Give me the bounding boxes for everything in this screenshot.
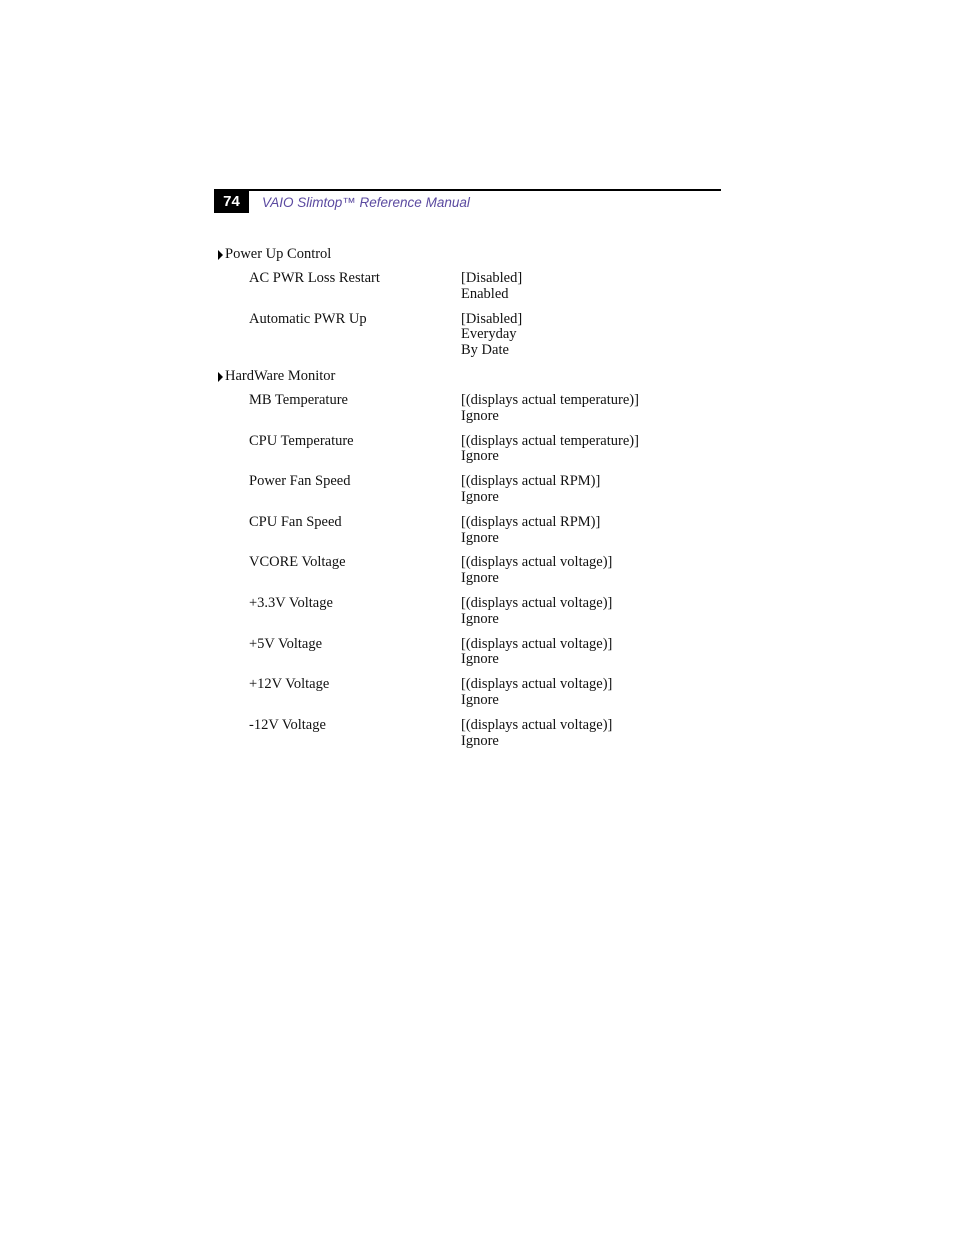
setting-label: CPU Temperature: [249, 432, 354, 449]
setting-label: +3.3V Voltage: [249, 594, 333, 611]
setting-option: [(displays actual temperature)]: [461, 432, 639, 449]
setting-row: [217, 393, 697, 425]
setting-row: [217, 677, 697, 709]
setting-row: [217, 474, 697, 506]
setting-option: Ignore: [461, 732, 499, 749]
setting-options: [461, 515, 600, 547]
setting-option: [(displays actual temperature)]: [461, 391, 639, 408]
setting-option: [(displays actual RPM)]: [461, 473, 601, 490]
setting-options: [461, 271, 522, 303]
setting-label: Power Fan Speed: [249, 473, 351, 490]
bios-settings-list: [217, 246, 697, 758]
setting-options: [461, 474, 600, 506]
setting-option: Ignore: [461, 529, 499, 546]
page-number: 74: [214, 191, 249, 213]
setting-option: [(displays actual voltage)]: [461, 594, 613, 611]
setting-options: [461, 555, 612, 587]
setting-options: [461, 596, 612, 628]
setting-options: [461, 718, 612, 750]
setting-option: [Disabled]: [461, 310, 523, 327]
section-title: Power Up Control: [225, 246, 332, 263]
setting-option: Ignore: [461, 570, 499, 587]
setting-option: Ignore: [461, 448, 499, 465]
setting-label: VCORE Voltage: [249, 554, 346, 571]
setting-label: +12V Voltage: [249, 676, 330, 693]
setting-row: [217, 555, 697, 587]
setting-option: By Date: [461, 342, 509, 359]
section-title: HardWare Monitor: [225, 368, 336, 385]
setting-label: Automatic PWR Up: [249, 310, 367, 327]
setting-option: Enabled: [461, 285, 509, 302]
header-rule: [214, 189, 721, 191]
setting-option: Ignore: [461, 651, 499, 668]
settings-section: [217, 246, 697, 359]
setting-option: Ignore: [461, 691, 499, 708]
setting-option: Ignore: [461, 610, 499, 627]
setting-option: [(displays actual voltage)]: [461, 635, 613, 652]
setting-option: Ignore: [461, 488, 499, 505]
setting-row: [217, 312, 697, 359]
triangle-bullet-icon: [218, 372, 223, 382]
setting-option: Ignore: [461, 407, 499, 424]
setting-label: CPU Fan Speed: [249, 513, 342, 530]
setting-option: [(displays actual voltage)]: [461, 676, 613, 693]
setting-row: [217, 596, 697, 628]
setting-option: [(displays actual voltage)]: [461, 716, 613, 733]
manual-title: VAIO Slimtop™ Reference Manual: [262, 195, 470, 210]
setting-row: [217, 271, 697, 303]
setting-label: +5V Voltage: [249, 635, 323, 652]
setting-options: [461, 677, 612, 709]
triangle-bullet-icon: [218, 250, 223, 260]
setting-row: [217, 718, 697, 750]
setting-option: [Disabled]: [461, 270, 523, 286]
section-heading: [217, 368, 697, 386]
setting-options: [461, 434, 639, 466]
setting-label: -12V Voltage: [249, 716, 326, 733]
setting-option: [(displays actual voltage)]: [461, 554, 613, 571]
setting-row: [217, 637, 697, 669]
setting-options: [461, 312, 522, 359]
setting-option: Everyday: [461, 326, 517, 343]
section-heading: [217, 246, 697, 264]
setting-label: MB Temperature: [249, 391, 348, 408]
setting-options: [461, 393, 639, 425]
setting-option: [(displays actual RPM)]: [461, 513, 601, 530]
setting-options: [461, 637, 612, 669]
setting-label: AC PWR Loss Restart: [249, 270, 380, 286]
setting-row: [217, 515, 697, 547]
setting-row: [217, 434, 697, 466]
settings-section: [217, 368, 697, 749]
